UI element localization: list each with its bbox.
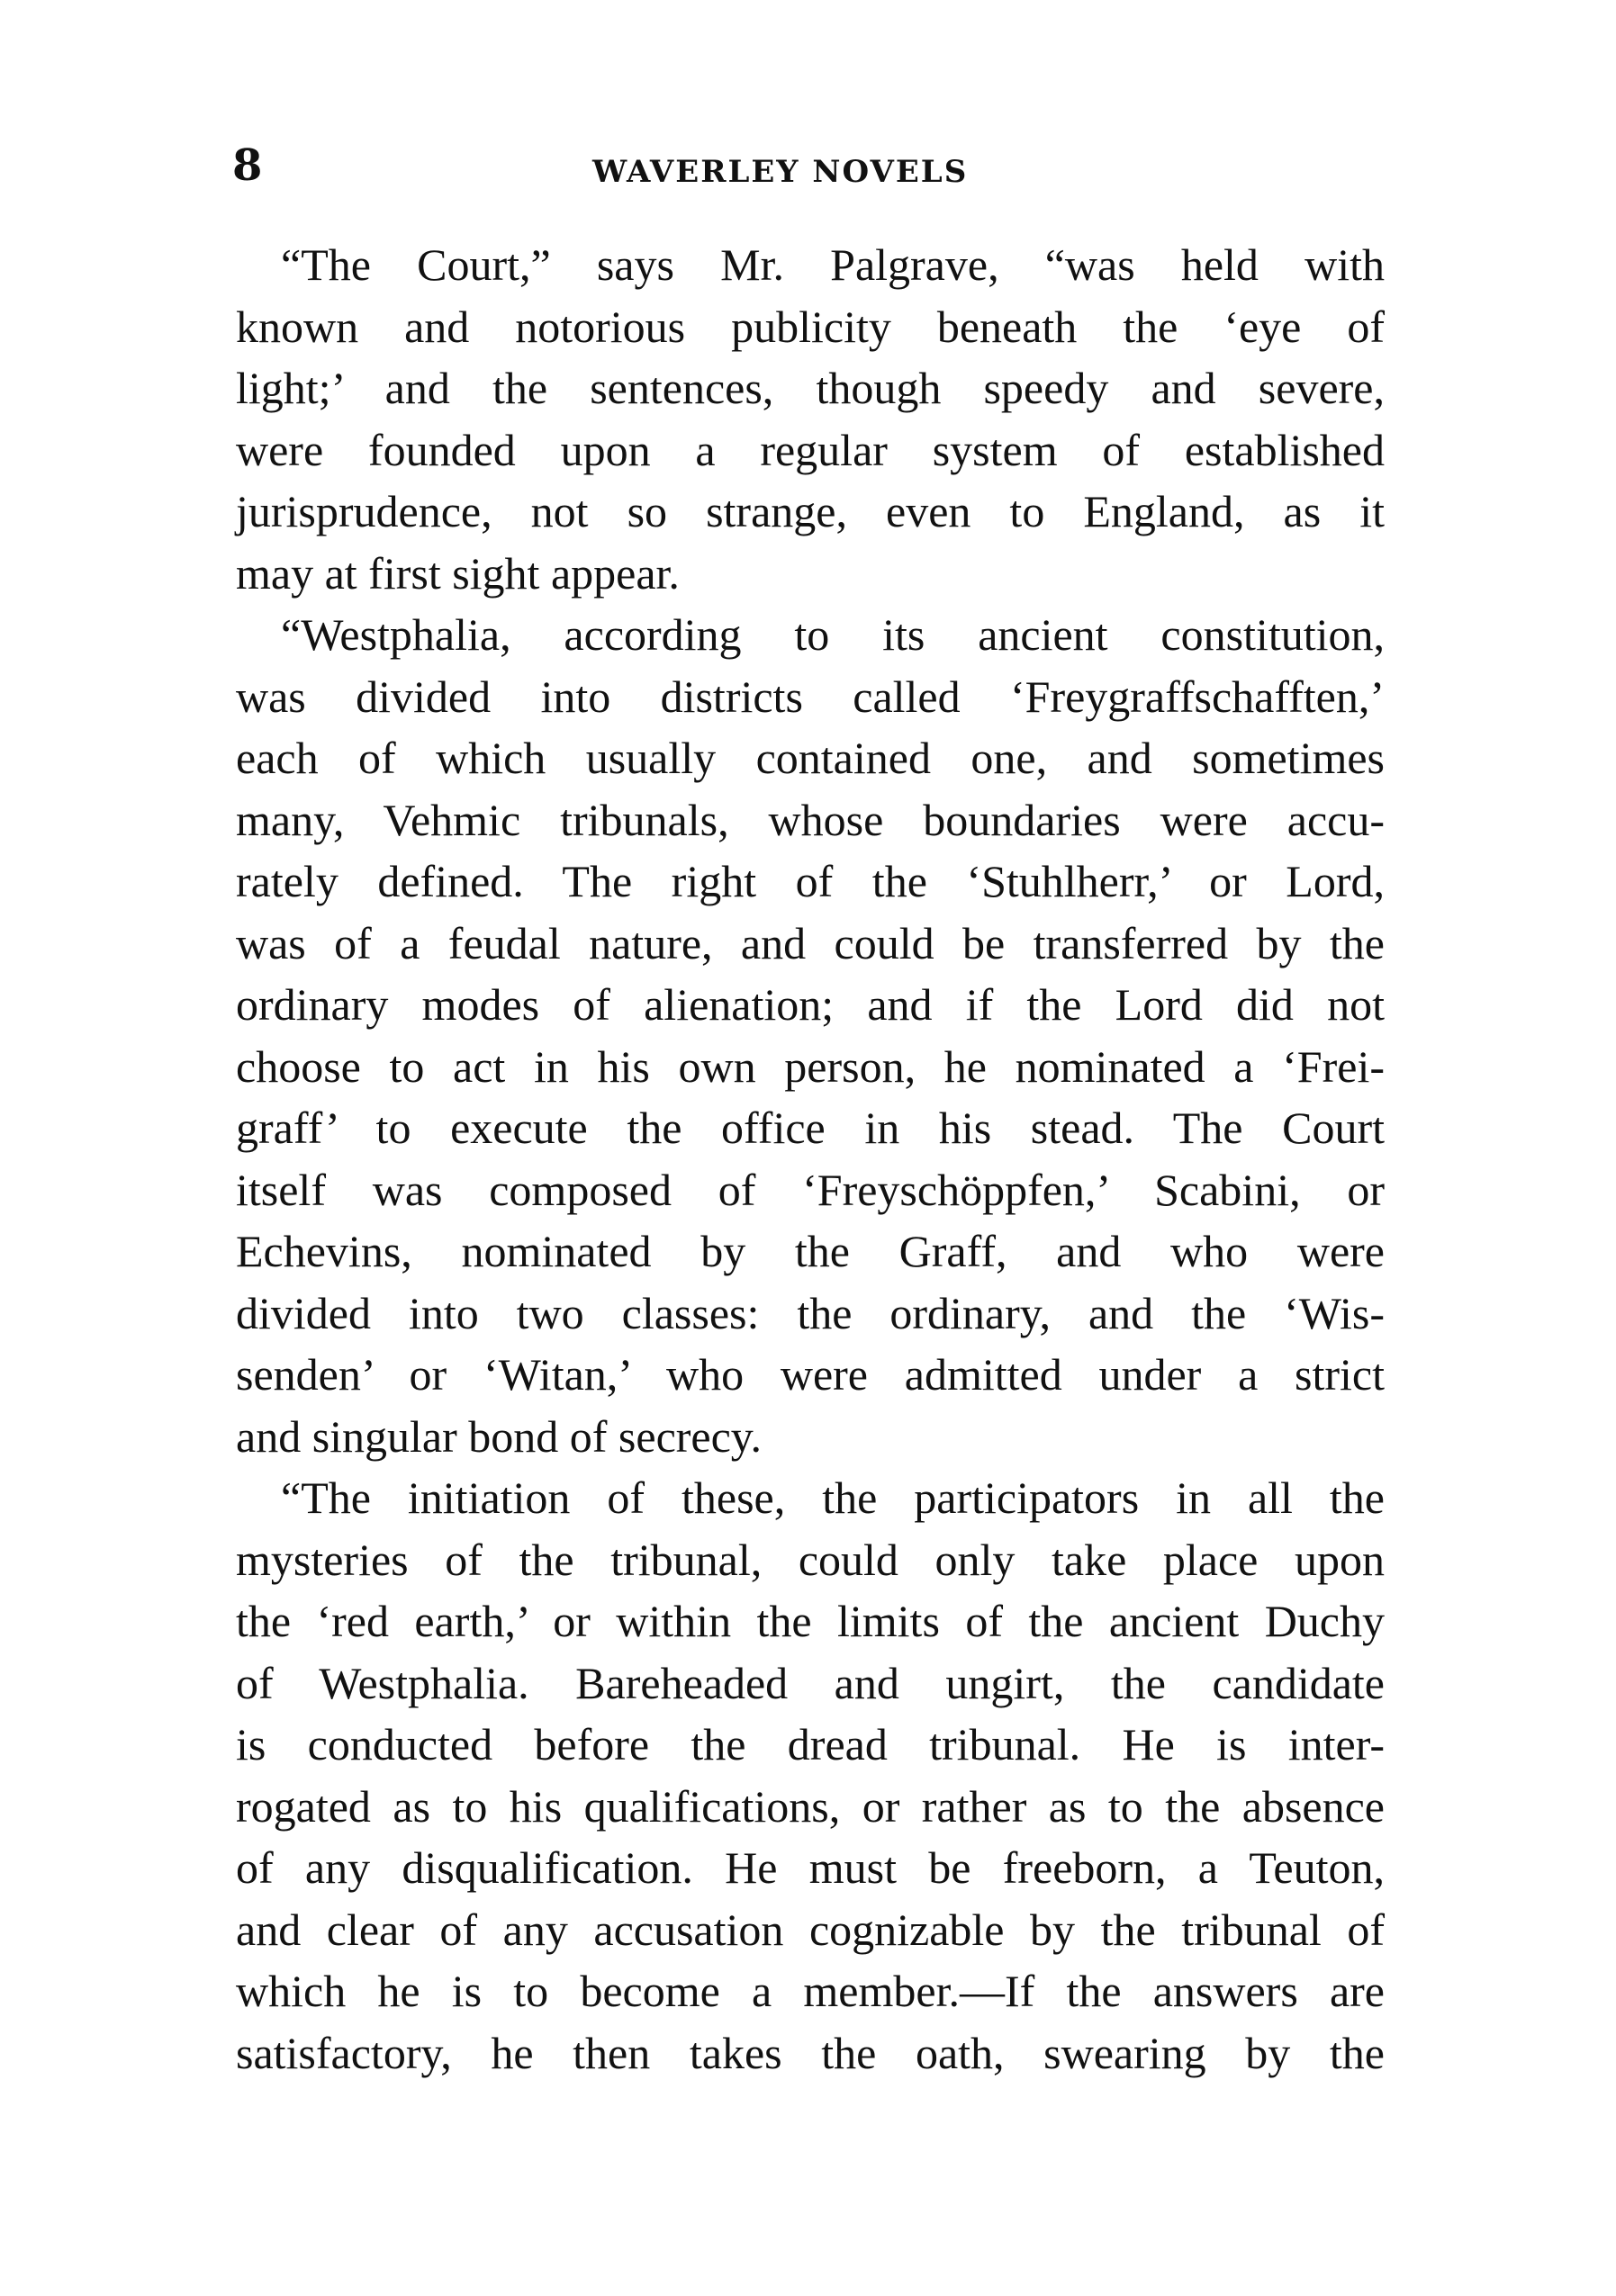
text-line: each of which usually contained one, and sometimes xyxy=(236,733,1385,783)
text-line: the ‘red earth,’ or within the limits of the ancient Duchy xyxy=(236,1596,1385,1646)
text-line: is conducted before the dread tribunal. He is inter- xyxy=(236,1719,1385,1769)
paragraph xyxy=(236,234,1385,604)
text-line: and singular bond of secrecy. xyxy=(236,1410,763,1462)
text-line: of Westphalia. Bareheaded and ungirt, the candidate xyxy=(236,1657,1385,1708)
text-line: may at first sight appear. xyxy=(236,547,680,599)
text-line: satisfactory, he then takes the oath, swearing by the xyxy=(236,2027,1385,2078)
text-line: known and notorious publicity beneath the ‘eye of xyxy=(236,301,1385,352)
text-line: divided into two classes: the ordinary, and the ‘Wis- xyxy=(236,1287,1385,1338)
text-line: rogated as to his qualifications, or rather as to the absence xyxy=(236,1780,1385,1832)
text-line: was of a feudal nature, and could be transferred by the xyxy=(236,917,1385,968)
text-line: “The initiation of these, the participators in all the xyxy=(281,1472,1385,1523)
text-line: and clear of any accusation cognizable by the tribunal of xyxy=(236,1904,1385,1955)
text-line: “Westphalia, according to its ancient constitution, xyxy=(281,609,1385,660)
paragraph xyxy=(236,1467,1385,2084)
text-line: many, Vehmic tribunals, whose boundaries were accu- xyxy=(236,794,1385,845)
text-line: light;’ and the sentences, though speedy and severe, xyxy=(236,363,1385,413)
text-line: choose to act in his own person, he nominated a ‘Frei- xyxy=(236,1040,1385,1092)
text-line: “The Court,” says Mr. Palgrave, “was held with xyxy=(281,239,1385,290)
text-line: which he is to become a member.—If the answers are xyxy=(236,1966,1385,2016)
text-line: were founded upon a regular system of established xyxy=(236,424,1385,475)
text-line: jurisprudence, not so strange, even to England, as it xyxy=(236,486,1385,536)
page-header xyxy=(232,140,1403,198)
text-line: senden’ or ‘Witan,’ who were admitted under a strict xyxy=(236,1349,1385,1400)
page-body xyxy=(236,234,1385,2084)
text-line: mysteries of the tribunal, could only take place upon xyxy=(236,1534,1385,1585)
text-line: Echevins, nominated by the Graff, and who were xyxy=(236,1226,1385,1276)
text-line: graff’ to execute the office in his stead. The Court xyxy=(236,1103,1385,1153)
running-head: WAVERLEY NOVELS xyxy=(592,154,969,190)
text-line: itself was composed of ‘Freyschöppfen,’ Scabini, or xyxy=(236,1164,1385,1215)
page-number: 8 xyxy=(232,140,263,191)
text-line: rately defined. The right of the ‘Stuhlherr,’ or Lord, xyxy=(236,856,1385,906)
text-line: of any disqualification. He must be freeborn, a Teuton, xyxy=(236,1842,1385,1893)
text-line: was divided into districts called ‘Freygraffschafften,’ xyxy=(236,671,1385,722)
text-line: ordinary modes of alienation; and if the Lord did not xyxy=(236,979,1385,1030)
paragraph xyxy=(236,604,1385,1467)
